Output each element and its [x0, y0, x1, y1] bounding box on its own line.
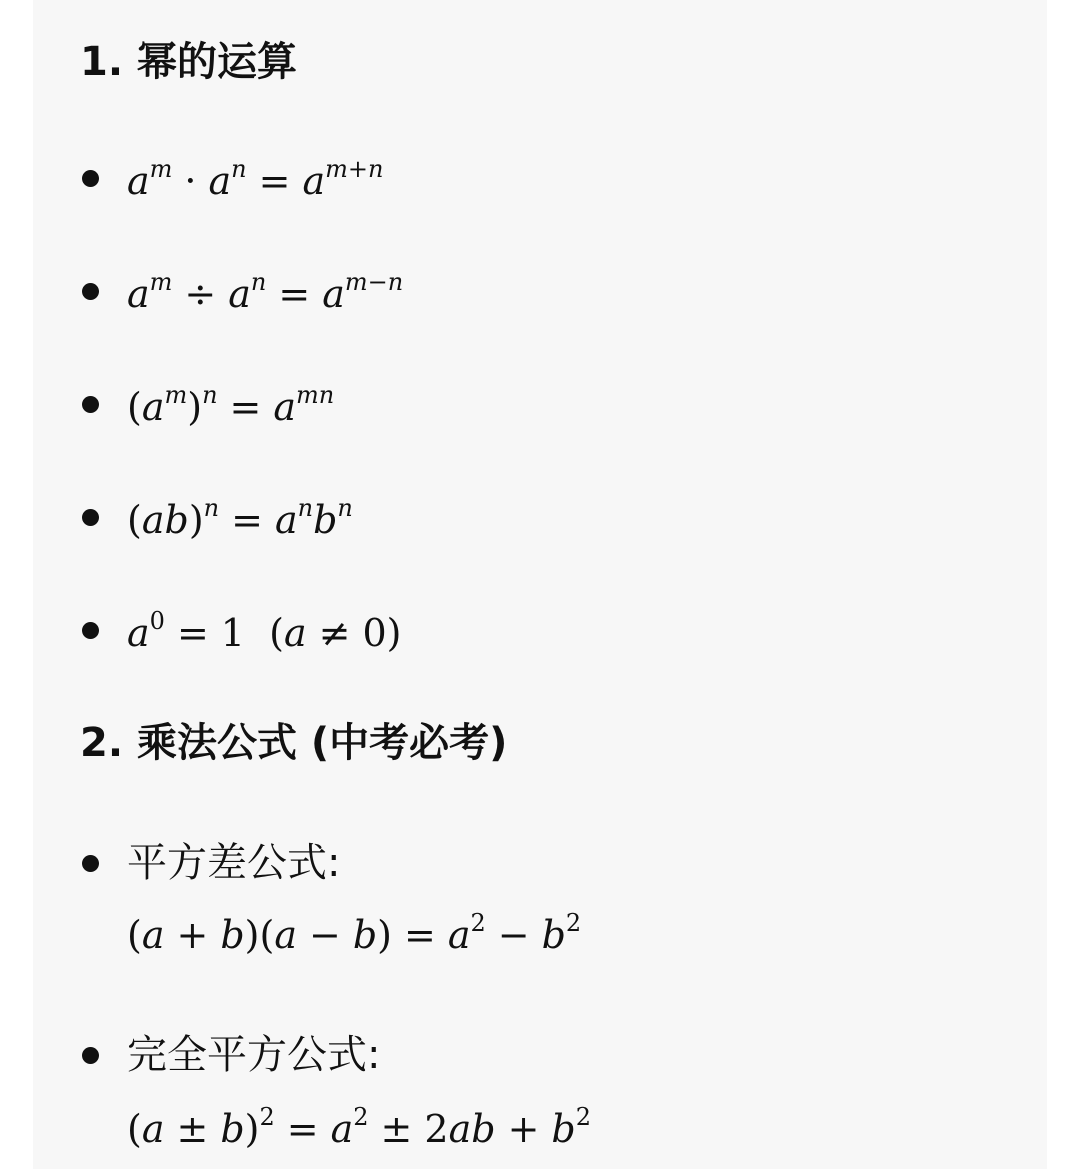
section-1-number: 1. [80, 39, 124, 85]
formula-power-of-power: $(a^m)^n = a^{mn}$ [127, 381, 335, 429]
formula-difference-of-squares: $(a + b)(a - b) = a^2 - b^2$ [127, 909, 582, 957]
section-2-title: 乘法公式 (中考必考) [136, 720, 508, 766]
section-1-title: 幂的运算 [136, 39, 297, 85]
section-1-heading [80, 39, 297, 85]
bullet-dot [82, 855, 99, 872]
perfect-square-label: 完全平方公式: [127, 1032, 381, 1078]
formula-product-power: $(ab)^n = a^nb^n$ [127, 494, 353, 542]
bullet-dot [82, 283, 99, 300]
bullet-dot [82, 1047, 99, 1064]
formula-power-product: $a^m \cdot a^n = a^{m+n}$ [127, 155, 384, 203]
bullet-dot [82, 396, 99, 413]
section-2-heading [80, 720, 508, 766]
section-2-number: 2. [80, 720, 124, 766]
bullet-dot [82, 509, 99, 526]
bullet-dot [82, 622, 99, 639]
bullet-dot [82, 170, 99, 187]
formula-zero-exponent: $a^0 = 1$ (a ≠ 0) [127, 607, 402, 655]
formula-power-quotient: $a^m \div a^n = a^{m-n}$ [127, 268, 404, 316]
difference-of-squares-label: 平方差公式: [127, 840, 341, 886]
formula-perfect-square: $(a \pm b)^2 = a^2 \pm 2ab + b^2$ [127, 1103, 592, 1151]
